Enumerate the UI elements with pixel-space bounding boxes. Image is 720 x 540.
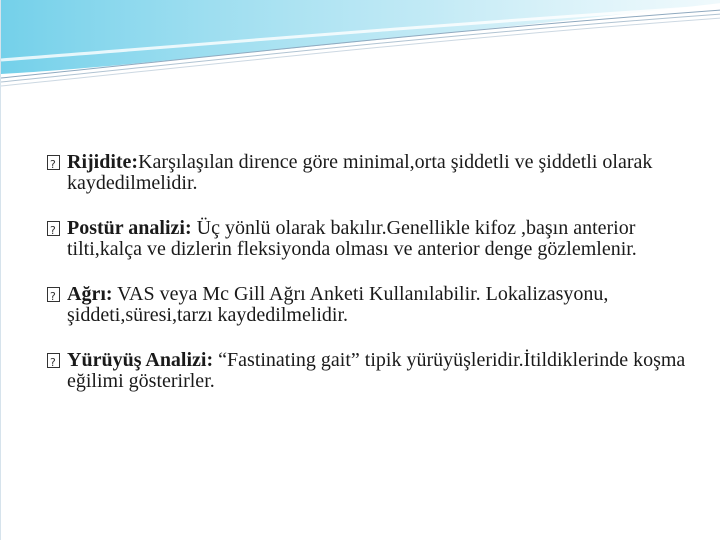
bullet-text: Karşılaşılan dirence göre minimal,orta şiddetli ve şiddetli olarak kaydedilmelidir. xyxy=(67,151,653,194)
missing-glyph-box-icon xyxy=(47,155,60,170)
missing-glyph-box-icon xyxy=(47,353,60,368)
bullet-text: “Fastinating gait” tipik yürüyüşleridir.İtildiklerinde koşma eğilimi gösterirler. xyxy=(67,349,686,392)
missing-glyph-box-icon xyxy=(47,221,60,236)
header-wave-decoration xyxy=(1,0,720,120)
bullet-term: Ağrı: xyxy=(67,283,113,305)
bullet-text: VAS veya Mc Gill Ağrı Anketi Kullanılabilir. Lokalizasyonu, şiddeti,süresi,tarzı kaydedilmelidir. xyxy=(67,283,609,326)
bullet-postur-analizi xyxy=(47,218,687,260)
bullet-term: Postür analizi: xyxy=(67,217,192,239)
missing-glyph-box-icon xyxy=(47,287,60,302)
bullet-text: Üç yönlü olarak bakılır.Genellikle kifoz ,başın anterior tilti,kalça ve dizlerin fleksiyonda olması ve anterior denge gözlemlenir. xyxy=(67,217,637,260)
bullet-term: Yürüyüş Analizi: xyxy=(67,349,214,371)
bullet-agri xyxy=(47,284,687,326)
slide-body xyxy=(47,152,687,392)
bullet-rijidite xyxy=(47,152,687,194)
bullet-term: Rijidite: xyxy=(67,151,139,173)
header-wave-band xyxy=(1,0,720,74)
bullet-yuruyus-analizi xyxy=(47,350,687,392)
